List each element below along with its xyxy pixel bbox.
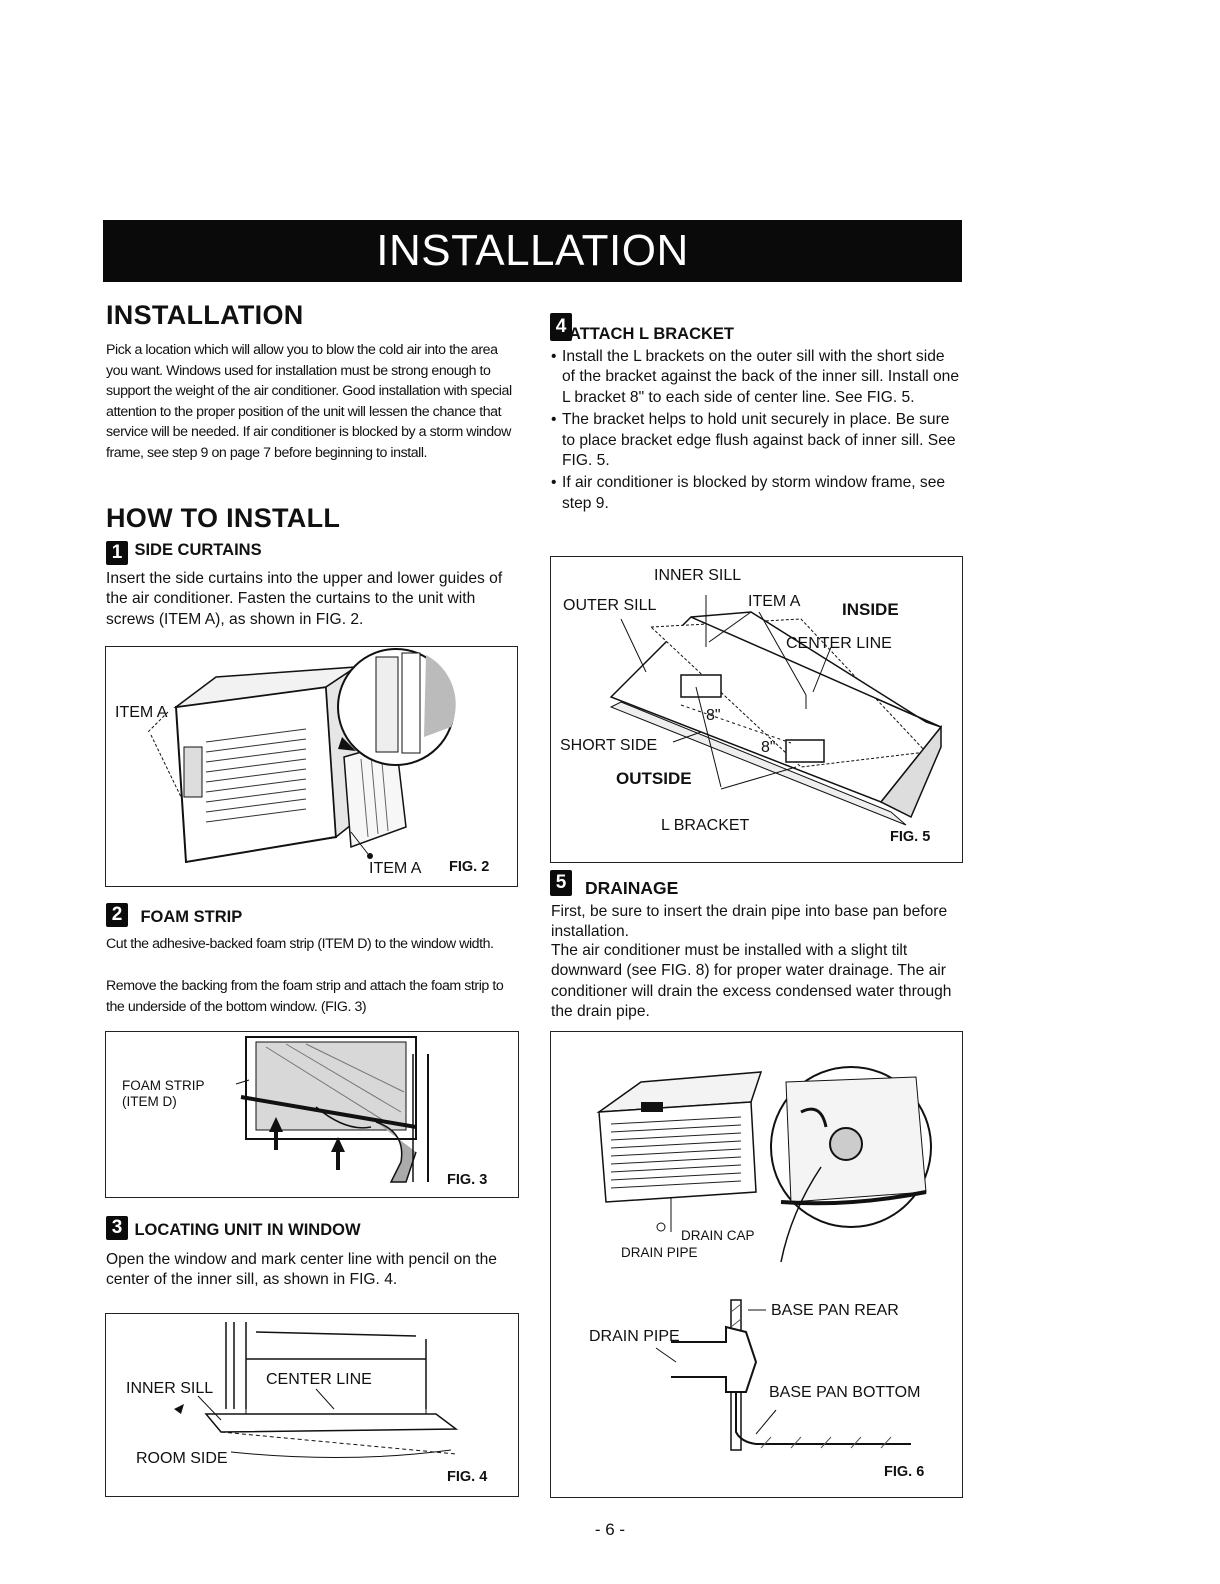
step4-bullet-3: • If air conditioner is blocked by storm window frame, see step 9. <box>551 473 961 514</box>
fig2-item-a-top: ITEM A <box>115 704 168 721</box>
fig6-box <box>550 1031 963 1498</box>
step5-number-box <box>550 870 572 896</box>
fig3-foam-strip-label: FOAM STRIP <box>122 1078 205 1093</box>
fig6-caption: FIG. 6 <box>884 1464 925 1480</box>
step1-number: 1 <box>106 541 128 565</box>
fig5-caption: FIG. 5 <box>890 829 931 845</box>
installation-text: Pick a location which will allow you to blow the cold air into the area you want. Windows used for installation must be strong enough to support the weight of the air conditioner. Good installation with special attention to the proper position of the unit will lessen the chance that service will be needed. If air conditioner is blocked by a storm window frame, see step 9 on page 7 before beginning to install. <box>106 342 512 461</box>
fig4-box <box>105 1313 519 1497</box>
fig5-center-line-label: CENTER LINE <box>786 635 892 652</box>
fig6-drain-pipe-small-label: DRAIN PIPE <box>621 1245 698 1260</box>
step4-bullet-1: • Install the L brackets on the outer sill with the short side of the bracket against the back of the inner sill. Install one L bracket 8" to each side of center line. See FIG. 5. <box>551 347 961 408</box>
fig5-l-bracket-label: L BRACKET <box>661 817 750 834</box>
fig5-outside-label: OUTSIDE <box>616 769 692 788</box>
step4-bullets <box>551 347 961 516</box>
fig4-caption: FIG. 4 <box>447 1469 488 1485</box>
fig6-drain-pipe-label: DRAIN PIPE <box>589 1328 680 1345</box>
step1-header <box>106 541 262 565</box>
fig3-item-d-label: (ITEM D) <box>122 1094 177 1109</box>
fig5-inside-label: INSIDE <box>842 600 899 619</box>
installation-heading: INSTALLATION <box>106 300 304 330</box>
step1-title: SIDE CURTAINS <box>134 541 262 559</box>
fig4-inner-sill-label: INNER SILL <box>126 1380 214 1397</box>
banner-title: INSTALLATION <box>376 226 689 275</box>
fig6-illustration <box>551 1032 962 1497</box>
step3-title: LOCATING UNIT IN WINDOW <box>134 1221 361 1239</box>
step2-text1: Cut the adhesive-backed foam strip (ITEM D) to the window width. <box>106 936 494 952</box>
step4-bullet-2: • The bracket helps to hold unit securely in place. Be sure to place bracket edge flush against back of inner sill. See FIG. 5. <box>551 410 961 471</box>
fig2-box <box>105 646 518 887</box>
page-number: - 6 - <box>594 1520 626 1539</box>
step3-header <box>106 1216 361 1240</box>
fig2-item-a-bottom: ITEM A <box>369 860 422 877</box>
fig4-room-side-label: ROOM SIDE <box>136 1450 228 1467</box>
section-banner <box>103 220 962 282</box>
fig6-drain-cap-label: DRAIN CAP <box>681 1228 755 1243</box>
step4-title: ATTACH L BRACKET <box>569 325 734 343</box>
step3-text: Open the window and mark center line with pencil on the center of the inner sill, as shown in FIG. 4. <box>106 1251 497 1289</box>
fig2-illustration <box>106 647 517 886</box>
fig5-box <box>550 556 963 863</box>
fig5-inner-sill-label: INNER SILL <box>654 567 742 584</box>
step5-title: DRAINAGE <box>585 878 679 898</box>
fig2-caption: FIG. 2 <box>449 859 490 875</box>
step3-number: 3 <box>106 1216 128 1240</box>
fig5-outer-sill-label: OUTER SILL <box>563 597 657 614</box>
fig4-center-line-label: CENTER LINE <box>266 1371 372 1388</box>
fig5-eight-inch-1: 8" <box>706 707 721 724</box>
step2-text2: Remove the backing from the foam strip and attach the foam strip to the underside of the bottom window. (FIG. 3) <box>106 978 504 1015</box>
fig5-item-a-label: ITEM A <box>748 593 801 610</box>
fig3-caption: FIG. 3 <box>447 1172 488 1188</box>
step2-title: FOAM STRIP <box>140 908 243 926</box>
fig6-base-pan-rear-label: BASE PAN REAR <box>771 1302 899 1319</box>
fig6-base-pan-bottom-label: BASE PAN BOTTOM <box>769 1384 921 1401</box>
step2-header <box>106 903 242 927</box>
fig3-box <box>105 1031 519 1198</box>
step5-number: 5 <box>550 870 572 896</box>
step4-number: 4 <box>550 313 572 341</box>
step2-number: 2 <box>106 903 128 927</box>
fig5-short-side-label: SHORT SIDE <box>560 737 658 754</box>
step1-text: Insert the side curtains into the upper and lower guides of the air conditioner. Fasten the curtains to the unit with screws (ITEM A), as shown in FIG. 2. <box>106 570 503 628</box>
step5-text2: The air conditioner must be installed with a slight tilt downward (see FIG. 8) for proper water drainage. The air conditioner will drain the excess condensed water through the drain pipe. <box>551 942 952 1021</box>
how-to-install-heading: HOW TO INSTALL <box>106 503 341 533</box>
fig5-eight-inch-2: 8" <box>761 739 776 756</box>
step5-text1: First, be sure to insert the drain pipe into base pan before installation. <box>551 903 948 941</box>
